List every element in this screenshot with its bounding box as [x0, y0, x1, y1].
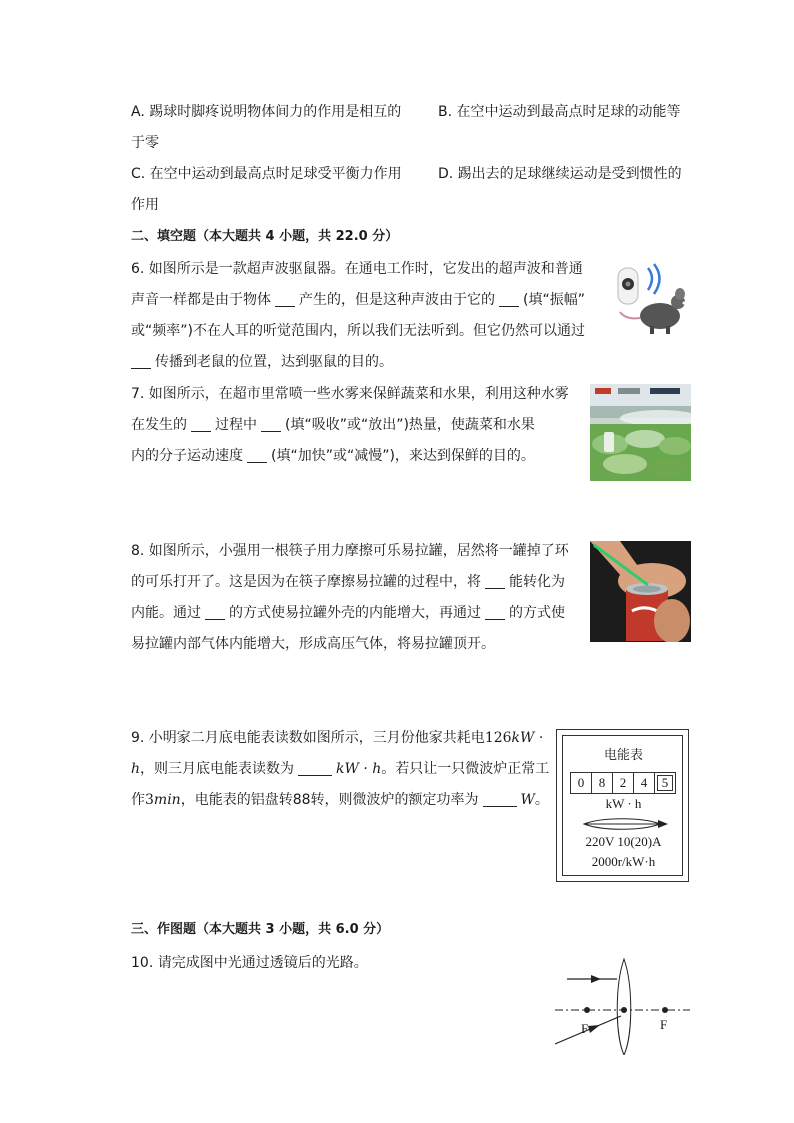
energy-meter-title: 电能表	[603, 748, 643, 763]
q7-blank-2[interactable]	[261, 417, 281, 432]
q5-option-d-continued: 作用	[131, 197, 159, 213]
meter-digit: 0	[570, 772, 592, 794]
energy-meter-unit: kW · h	[605, 796, 642, 811]
arrow-head-icon	[588, 1025, 600, 1033]
q10-text: 10. 请完成图中光通过透镜后的光路。	[131, 955, 368, 971]
meter-disc-arrow-icon	[582, 816, 672, 832]
q6-blank-2[interactable]	[499, 292, 519, 307]
q7-blank-1[interactable]	[191, 417, 211, 432]
q6-text-2b: 产生的，但是这种声波由于它的	[299, 292, 495, 308]
q9-unit-h: h	[131, 761, 141, 777]
q7-text-2a: 在发生的	[131, 417, 187, 433]
focus-point-left	[584, 1007, 590, 1013]
convex-lens-diagram	[555, 955, 690, 1055]
q9-line-3	[131, 790, 549, 810]
meter-digit: 4	[633, 772, 655, 794]
q7-text-3b: (填“加快”或“减慢”)，来达到保鲜的目的。	[271, 448, 535, 464]
q9-energy-value: 126	[484, 730, 512, 746]
q9-text-3a: 作	[131, 792, 145, 808]
energy-meter-digits	[570, 772, 676, 794]
q8-text-2b: 能转化为	[509, 574, 565, 590]
q8-line-4: 易拉罐内部气体内能增大，形成高压气体，将易拉罐顶开。	[131, 636, 495, 652]
q6-text-2c: (填“振幅”	[523, 292, 585, 308]
q7-text-3a: 内的分子运动速度	[131, 448, 243, 464]
q8-text-3c: 的方式使	[509, 605, 565, 621]
section-2-heading: 二、填空题（本大题共 4 小题，共 22.0 分）	[131, 229, 399, 244]
q9-text-3f: 。	[534, 792, 549, 808]
q6-blank-3[interactable]	[131, 354, 151, 369]
meter-digit: 2	[612, 772, 634, 794]
ultrasonic-repeller-image	[608, 258, 690, 340]
q5-option-c: C. 在空中运动到最高点时足球受平衡力作用	[131, 166, 402, 182]
q7-text-2c: (填“吸收”或“放出”)热量，使蔬菜和水果	[285, 417, 535, 433]
focus-label-right: F	[660, 1017, 668, 1032]
supermarket-vegetables-image	[590, 384, 691, 481]
section-3-heading: 三、作图题（本大题共 3 小题，共 6.0 分）	[131, 922, 390, 937]
q9-text-3d: ，电能表的铝盘转88转，则微波炉的额定功率为	[180, 792, 479, 808]
energy-meter-spec-voltage: 220V 10(20)A	[585, 834, 662, 849]
optical-center-point	[621, 1007, 627, 1013]
q8-line-1: 8. 如图所示，小强用一根筷子用力摩擦可乐易拉罐，居然将一罐掉了环	[131, 543, 569, 559]
cola-can-chopstick-image	[590, 541, 691, 642]
arrow-head-icon	[591, 975, 601, 983]
q9-text-2d: 。若只让一只微波炉正常工	[381, 761, 550, 777]
q6-line-2	[131, 290, 585, 310]
focus-label-left: F	[581, 1021, 589, 1036]
q5-option-d: D. 踢出去的足球继续运动是受到惯性的	[438, 166, 682, 182]
q8-text-2a: 的可乐打开了。这是因为在筷子摩擦易拉罐的过程中，将	[131, 574, 481, 590]
q8-line-2	[131, 572, 565, 592]
q9-unit-min: min	[153, 792, 181, 808]
q9-text-2b: ，则三月底电能表读数为	[140, 761, 295, 777]
q7-text-2b: 过程中	[215, 417, 257, 433]
q8-blank-1[interactable]	[485, 574, 505, 589]
q8-text-3a: 内能。通过	[131, 605, 201, 621]
meter-digit-decimal: 5	[654, 772, 676, 794]
q9-line-1	[131, 728, 543, 748]
q9-unit-kw: kW	[511, 730, 535, 746]
q6-blank-1[interactable]	[275, 292, 295, 307]
q9-text-1a: 9. 小明家二月底电能表读数如图所示，三月份他家共耗电	[131, 730, 485, 746]
q9-time-value: 3	[145, 792, 154, 808]
q5-option-b: B. 在空中运动到最高点时足球的动能等	[438, 104, 681, 120]
q5-option-b-continued: 于零	[131, 135, 159, 151]
q8-blank-2[interactable]	[205, 605, 225, 620]
q9-unit-w: W	[520, 792, 535, 808]
q7-line-1: 7. 如图所示，在超市里常喷一些水雾来保鲜蔬菜和水果，利用这种水雾	[131, 386, 569, 402]
q5-option-a: A. 踢球时脚疼说明物体间力的作用是相互的	[131, 104, 402, 120]
q8-text-3b: 的方式使易拉罐外壳的内能增大，再通过	[229, 605, 481, 621]
q7-blank-3[interactable]	[247, 448, 267, 463]
q8-line-3	[131, 603, 565, 623]
focus-point-right	[662, 1007, 668, 1013]
q9-unit-kwh: kW · h	[336, 761, 382, 777]
q9-blank-1[interactable]	[298, 761, 332, 776]
q6-line-3: 或“频率”)不在人耳的听觉范围内，所以我们无法听到。但它仍然可以通过	[131, 323, 585, 339]
q9-blank-2[interactable]	[483, 792, 517, 807]
energy-meter-figure	[556, 729, 689, 882]
q7-line-2	[131, 415, 535, 435]
q6-text-2a: 声音一样都是由于物体	[131, 292, 271, 308]
q9-dot: ·	[534, 730, 544, 746]
q6-text-4: 传播到老鼠的位置，达到驱鼠的目的。	[155, 354, 393, 370]
meter-digit: 8	[591, 772, 613, 794]
q8-blank-3[interactable]	[485, 605, 505, 620]
energy-meter-spec-revolutions: 2000r/kW·h	[591, 854, 656, 869]
q6-line-4	[131, 352, 393, 372]
q9-line-2	[131, 759, 549, 779]
q7-line-3	[131, 446, 535, 466]
q6-line-1: 6. 如图所示是一款超声波驱鼠器。在通电工作时，它发出的超声波和普通	[131, 261, 583, 277]
